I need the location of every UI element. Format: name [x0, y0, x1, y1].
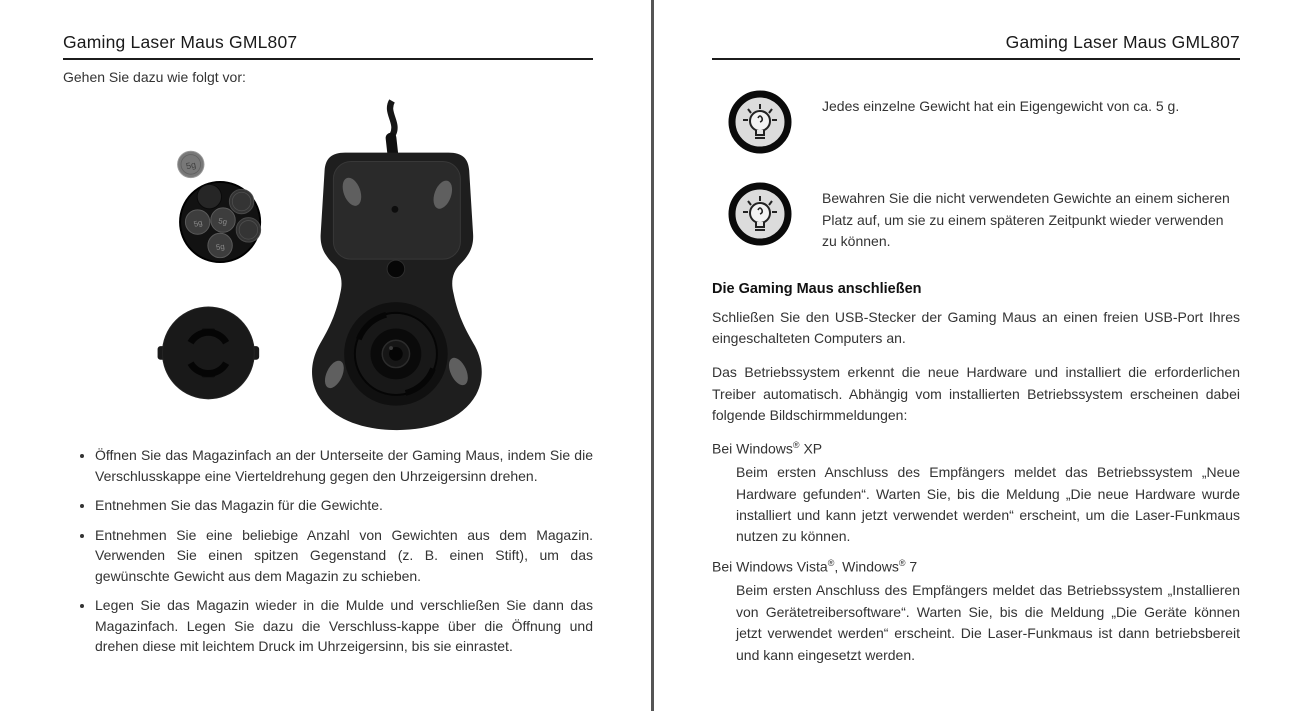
note-text: Jedes einzelne Gewicht hat ein Eigengewicht von ca. 5 g.	[822, 98, 1180, 114]
weight-label: 5g	[217, 216, 228, 227]
weight-compartment	[344, 302, 448, 406]
page-divider	[651, 0, 654, 711]
closure-cap	[158, 307, 260, 399]
weight-label: 5g	[185, 159, 197, 172]
page-right	[712, 0, 1240, 676]
page-title: Gaming Laser Maus GML807	[712, 32, 1240, 60]
product-figure	[63, 93, 593, 441]
paragraph: Schließen Sie den USB-Stecker der Gaming Maus an einen freien USB-Port Ihres eingeschalteten Computers an.	[712, 308, 1240, 346]
mouse-cable	[390, 101, 394, 156]
registered-trademark-symbol: ®	[827, 557, 835, 568]
mouse-body	[312, 153, 482, 430]
paragraph: Beim ersten Anschluss des Empfängers meldet das Betriebssystem „Installieren von Gerätetreibersoftware“. Warten Sie, bis die Meldung „Die Geräte können jetzt verwendet werden“ erscheint. Die Laser-Funkmaus ist dann betriebsbereit und kann eingesetzt werden.	[736, 582, 1240, 663]
weight-label: 5g	[215, 241, 226, 252]
weight-label: 5g	[192, 217, 204, 229]
intro-text: Gehen Sie dazu wie folgt vor:	[63, 69, 246, 85]
list-item: • Legen Sie das Magazin wieder in die Mulde und verschließen Sie dann das Magazinfach. Legen Sie dazu die Verschluss-kappe über die Öffnung und drehen diese mit leichtem Druck im Uhrzeigersinn, bis sie einrastet.	[95, 595, 593, 657]
instruction-list	[63, 445, 593, 657]
note-text: Bewahren Sie die nicht verwendeten Gewichte an einem sicheren Platz auf, um sie zu einem späteren Zeitpunkt wieder verwenden zu können.	[822, 190, 1230, 249]
os-label-windows-vista-7: Bei Windows Vista®, Windows® 7	[712, 557, 918, 575]
single-weight	[178, 151, 204, 177]
paragraph: Das Betriebssystem erkennt die neue Hardware und installiert die erforderlichen Treiber automatisch. Abhängig vom installierten Betriebssystem erscheinen dabei folgende Bildschirmmeldungen:	[712, 364, 1240, 424]
os-label-windows-xp: Bei Windows® XP	[712, 439, 823, 457]
notes-block	[712, 90, 1240, 253]
mouse-underside-illustration	[140, 93, 560, 438]
note-row	[712, 90, 1240, 154]
weight-magazine	[180, 182, 261, 262]
page-title: Gaming Laser Maus GML807	[63, 32, 593, 60]
list-item: • Entnehmen Sie eine beliebige Anzahl von Gewichten aus dem Magazin. Verwenden Sie einen spitzen Gegenstand (z. B. einen Stift), um das gewünschte Gewicht aus dem Magazin zu schieben.	[95, 525, 593, 587]
lightbulb-icon	[728, 90, 792, 154]
note-row	[712, 182, 1240, 253]
registered-trademark-symbol: ®	[898, 557, 906, 568]
list-item: • Entnehmen Sie das Magazin für die Gewichte.	[95, 495, 593, 516]
registered-trademark-symbol: ®	[792, 439, 800, 450]
section-heading: Die Gaming Maus anschließen	[712, 280, 922, 297]
paragraph: Beim ersten Anschluss des Empfängers meldet das Betriebssystem „Neue Hardware gefunden“. Warten Sie, bis die Meldung „Die neue Hardware wurde installiert und kann jetzt verwendet werden“ erscheint, um die Laser-Funkmaus nutzen zu können.	[736, 464, 1240, 545]
lightbulb-icon	[728, 182, 792, 246]
page-left	[63, 0, 593, 666]
list-item: • Öffnen Sie das Magazinfach an der Unterseite der Gaming Maus, indem Sie die Verschlusskappe eine Vierteldrehung gegen den Uhrzeigersinn drehen.	[95, 445, 593, 486]
